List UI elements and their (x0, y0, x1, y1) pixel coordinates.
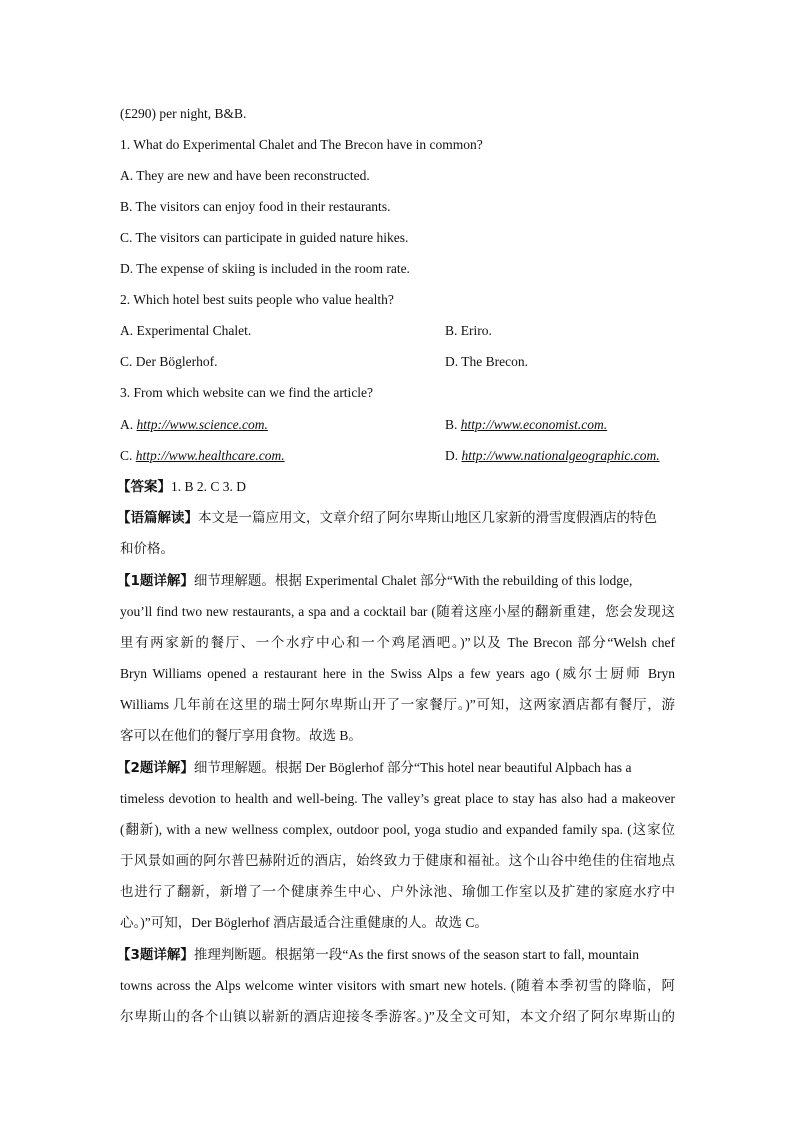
option-3d-link[interactable]: http://www.nationalgeographic.com. (461, 448, 660, 463)
detail-1-line-2: you’ll find two new restaurants, a spa and a cocktail bar (随着这座小屋的翻新重建，您会发现这 (120, 604, 675, 619)
option-3c-link[interactable]: http://www.healthcare.com. (135, 448, 285, 463)
detail-1-label: 【1题详解】 (117, 573, 194, 589)
option-3a-prefix: A. (120, 417, 137, 432)
detail-1-text: 细节理解题。根据 Experimental Chalet 部分“With the rebuilding of this lodge, (193, 573, 633, 588)
detail-2-text: 细节理解题。根据 Der Böglerhof 部分“This hotel near beautiful Alpbach has a (193, 760, 632, 775)
passage-analysis-text: 本文是一篇应用文，文章介绍了阿尔卑斯山地区几家新的滑雪度假酒店的特色 (198, 510, 657, 526)
detail-3-line-3: 尔卑斯山的各个山镇以崭新的酒店迎接冬季游客。)”及全文可知，本文介绍了阿尔卑斯山的 (120, 1009, 675, 1024)
question-2: 2. Which hotel best suits people who value health? (120, 292, 394, 307)
answer-text: 1. B 2. C 3. D (171, 479, 247, 494)
option-3c-prefix: C. (120, 448, 136, 463)
question-3: 3. From which website can we find the article? (120, 385, 374, 400)
option-3c (120, 447, 285, 465)
detail-2-line-2: timeless devotion to health and well-being. The valley’s great place to stay has also had a makeover (120, 791, 675, 806)
detail-3-label: 【3题详解】 (117, 947, 194, 963)
option-3d-prefix: D. (445, 448, 462, 463)
answer-line (117, 478, 246, 496)
detail-1-line-4: Bryn Williams opened a restaurant here in the Swiss Alps a few years ago (威尔士厨师 Bryn (120, 666, 675, 681)
detail-1-line-6: 客可以在他们的餐厅享用食物。故选 B。 (120, 728, 362, 743)
option-1c: C. The visitors can participate in guided nature hikes. (120, 230, 409, 245)
detail-2-line-5: 也进行了翻新，新增了一个健康养生中心、户外泳池、瑜伽工作室以及扩建的家庭水疗中 (120, 884, 675, 899)
option-2d: D. The Brecon. (445, 354, 528, 369)
detail-2-line-4: 于风景如画的阿尔普巴赫附近的酒店，始终致力于健康和福祉。这个山谷中绝佳的住宿地点 (120, 853, 675, 868)
option-2a: A. Experimental Chalet. (120, 323, 252, 338)
detail-1-line-3: 里有两家新的餐厅、一个水疗中心和一个鸡尾酒吧。)”以及 The Brecon 部分“Welsh chef (120, 635, 675, 650)
option-2b: B. Eriro. (445, 323, 492, 338)
option-3b-prefix: B. (445, 417, 461, 432)
option-3d (445, 447, 660, 465)
detail-2-line-6: 心。)”可知，Der Böglerhof 酒店最适合注重健康的人。故选 C。 (120, 915, 488, 930)
detail-2-line-3: (翻新), with a new wellness complex, outdoor pool, yoga studio and expanded family spa. (这家位 (120, 822, 675, 837)
detail-1-line-1 (117, 572, 632, 590)
question-1: 1. What do Experimental Chalet and The Brecon have in common? (120, 137, 483, 152)
option-1a: A. They are new and have been reconstructed. (120, 168, 370, 183)
detail-2-line-1 (117, 759, 631, 777)
option-3a (120, 416, 268, 434)
option-3b (445, 416, 607, 434)
detail-3-line-2: towns across the Alps welcome winter visitors with smart new hotels. (随着本季初雪的降临，阿 (120, 978, 675, 993)
passage-analysis-label: 【语篇解读】 (117, 510, 198, 526)
detail-1-line-5: Williams 几年前在这里的瑞士阿尔卑斯山开了一家餐厅。)”可知，这两家酒店都有餐厅，游 (120, 697, 675, 712)
option-1b: B. The visitors can enjoy food in their restaurants. (120, 199, 391, 214)
option-3a-link[interactable]: http://www.science.com. (136, 417, 268, 432)
passage-analysis-line-2: 和价格。 (120, 541, 174, 557)
text-line: (£290) per night, B&B. (120, 106, 247, 121)
option-1d: D. The expense of skiing is included in the room rate. (120, 261, 410, 276)
passage-analysis-line-1 (117, 509, 657, 527)
detail-2-label: 【2题详解】 (117, 760, 194, 776)
option-2c: C. Der Böglerhof. (120, 354, 218, 369)
option-3b-link[interactable]: http://www.economist.com. (460, 417, 608, 432)
detail-3-line-1 (117, 946, 639, 964)
detail-3-text: 推理判断题。根据第一段“As the first snows of the season start to fall, mountain (193, 947, 639, 962)
answer-label: 【答案】 (117, 479, 171, 495)
